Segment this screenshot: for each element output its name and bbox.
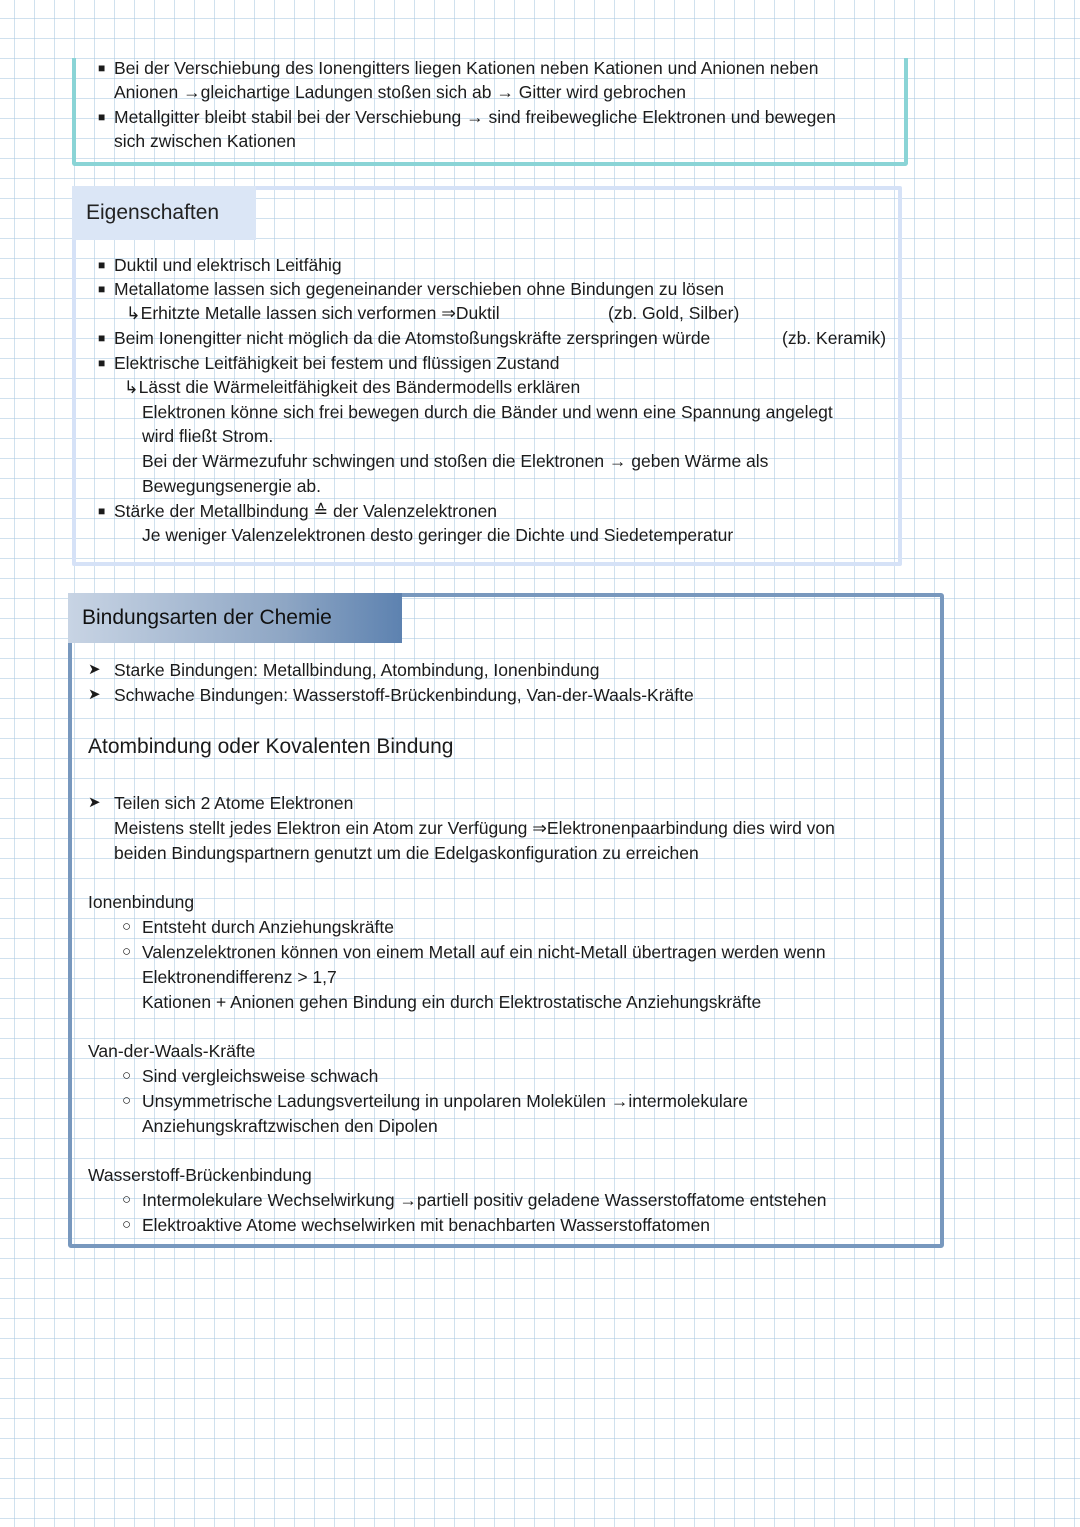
text-line: Metallatome lassen sich gegeneinander verschieben ohne Bindungen zu lösen xyxy=(114,279,724,299)
text-line: Bei der Verschiebung des Ionengitters liegen Kationen neben Kationen und Anionen neben xyxy=(114,58,819,78)
text-line: Elektrische Leitfähigkeit bei festem und flüssigen Zustand xyxy=(114,353,560,373)
bullet-square-icon: ■ xyxy=(98,504,106,518)
text-line: Anionen →gleichartige Ladungen stoßen sich ab → Gitter wird gebrochen xyxy=(114,82,687,102)
bullet-square-icon: ■ xyxy=(98,258,106,272)
text-line: Unsymmetrische Ladungsverteilung in unpolaren Molekülen →intermolekulare xyxy=(142,1091,749,1111)
text-line: Beim Ionengitter nicht möglich da die Atomstoßungskräfte zerspringen würde xyxy=(114,328,711,348)
text-line: Elektronen könne sich frei bewegen durch die Bänder und wenn eine Spannung angelegt xyxy=(142,402,833,422)
text-line: Kationen + Anionen gehen Bindung ein durch Elektrostatische Anziehungskräfte xyxy=(142,992,762,1012)
ionic-heading: Ionenbindung xyxy=(88,892,195,912)
text-line: Intermolekulare Wechselwirkung →partiell positiv geladene Wasserstoffatome entstehen xyxy=(142,1190,827,1210)
bond-types-heading: Bindungsarten der Chemie xyxy=(68,593,402,643)
text-line: ↳Erhitzte Metalle lassen sich verformen ⇒Duktil xyxy=(126,303,500,323)
text-line: wird fließt Strom. xyxy=(142,426,274,446)
bullet-square-icon: ■ xyxy=(98,110,106,124)
properties-heading: Eigenschaften xyxy=(72,186,256,240)
hbond-heading: Wasserstoff-Brückenbindung xyxy=(88,1165,312,1185)
bullet-square-icon: ■ xyxy=(98,282,106,296)
bullet-square-icon: ■ xyxy=(98,331,106,345)
text-line: Schwache Bindungen: Wasserstoff-Brückenbindung, Van-der-Waals-Kräfte xyxy=(114,685,694,705)
text-line: sich zwischen Kationen xyxy=(114,131,296,151)
text-line: Teilen sich 2 Atome Elektronen xyxy=(114,793,354,813)
arrow-bullet-icon: ➤ xyxy=(88,661,101,678)
circle-bullet-icon: ○ xyxy=(122,1216,132,1233)
circle-bullet-icon: ○ xyxy=(122,1067,132,1084)
text-line: beiden Bindungspartnern genutzt um die Edelgaskonfiguration zu erreichen xyxy=(114,843,699,863)
arrow-bullet-icon: ➤ xyxy=(88,686,101,703)
text-line: Metallgitter bleibt stabil bei der Verschiebung → sind freibewegliche Elektronen und bewegen xyxy=(114,107,836,127)
text-line: Bei der Wärmezufuhr schwingen und stoßen die Elektronen → geben Wärme als xyxy=(142,451,769,471)
circle-bullet-icon: ○ xyxy=(122,1092,132,1109)
circle-bullet-icon: ○ xyxy=(122,943,132,960)
text-line: Entsteht durch Anziehungskräfte xyxy=(142,917,394,937)
covalent-heading: Atombindung oder Kovalenten Bindung xyxy=(88,735,454,758)
circle-bullet-icon: ○ xyxy=(122,918,132,935)
bullet-square-icon: ■ xyxy=(98,356,106,370)
text-line: Meistens stellt jedes Elektron ein Atom zur Verfügung ⇒Elektronenpaarbindung dies wird von xyxy=(114,818,835,838)
circle-bullet-icon: ○ xyxy=(122,1191,132,1208)
text-line: Elektronendifferenz > 1,7 xyxy=(142,967,337,987)
example-note: (zb. Keramik) xyxy=(782,328,887,348)
vdw-heading: Van-der-Waals-Kräfte xyxy=(88,1041,256,1061)
text-line: Valenzelektronen können von einem Metall auf ein nicht-Metall übertragen werden wenn xyxy=(142,942,826,962)
text-line: Duktil und elektrisch Leitfähig xyxy=(114,255,342,275)
text-line: Bewegungsenergie ab. xyxy=(142,476,322,496)
text-line: Je weniger Valenzelektronen desto geringer die Dichte und Siedetemperatur xyxy=(142,525,734,545)
text-line: ↳Lässt die Wärmeleitfähigkeit des Bändermodells erklären xyxy=(124,377,581,397)
bullet-square-icon: ■ xyxy=(98,61,106,75)
text-line: Anziehungskraftzwischen den Dipolen xyxy=(142,1116,438,1136)
example-note: (zb. Gold, Silber) xyxy=(608,303,740,323)
text-line: Elektroaktive Atome wechselwirken mit benachbarten Wasserstoffatomen xyxy=(142,1215,711,1235)
text-line: Sind vergleichsweise schwach xyxy=(142,1066,379,1086)
arrow-bullet-icon: ➤ xyxy=(88,794,101,811)
text-line: Starke Bindungen: Metallbindung, Atombindung, Ionenbindung xyxy=(114,660,600,680)
text-line: Stärke der Metallbindung ≙ der Valenzelektronen xyxy=(114,501,498,521)
